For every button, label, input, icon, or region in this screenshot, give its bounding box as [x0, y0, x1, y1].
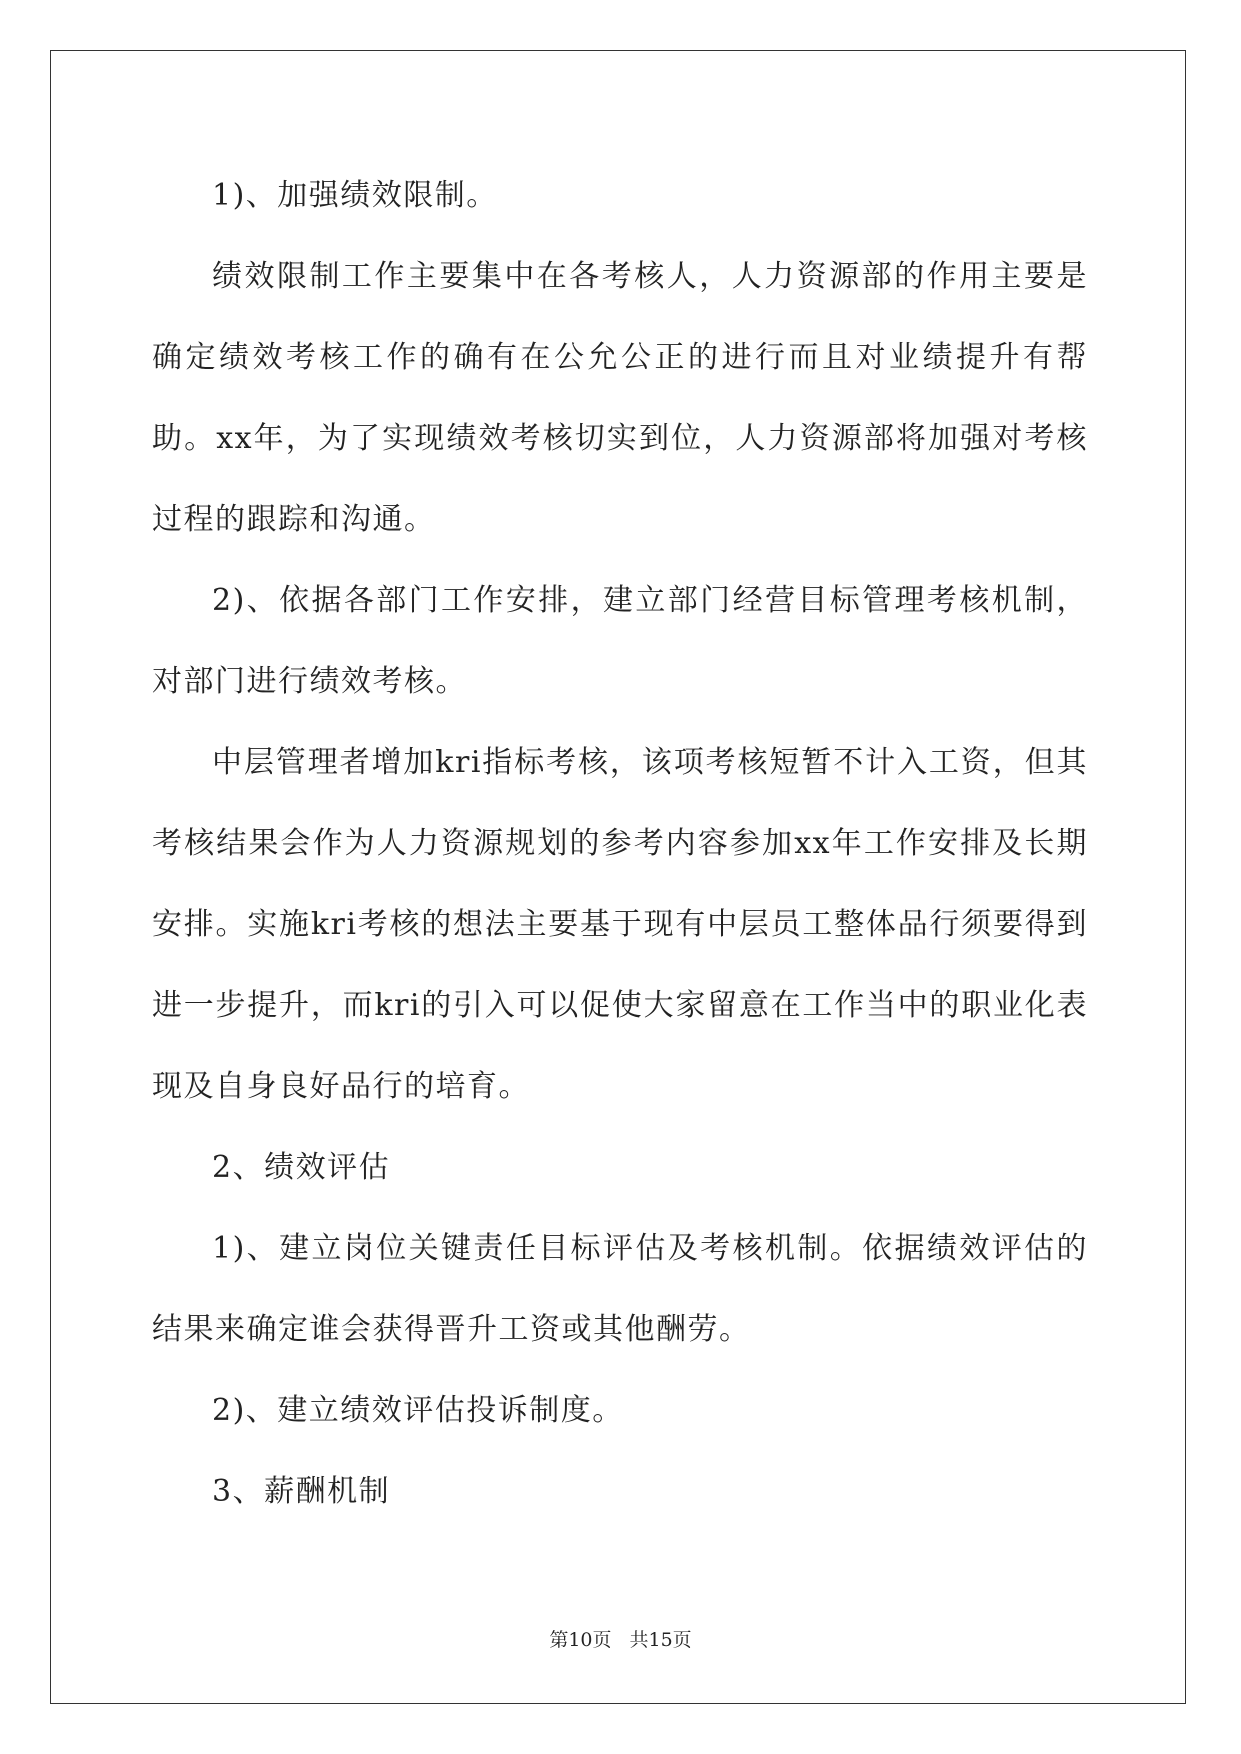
- document-body: [152, 155, 1088, 1532]
- paragraph-1: 1)、加强绩效限制。: [212, 178, 498, 213]
- section-heading-compensation: 3、薪酬机制: [212, 1474, 391, 1509]
- page-number: 第10页: [549, 1629, 612, 1651]
- page-total: 共15页: [629, 1629, 692, 1651]
- section-heading-performance-evaluation: 2、绩效评估: [212, 1150, 391, 1185]
- paragraph-2: 绩效限制工作主要集中在各考核人，人力资源部的作用主要是确定绩效考核工作的确有在公允公正的进行而且对业绩提升有帮助。xx年，为了实现绩效考核切实到位，人力资源部将加强对考核过程的跟踪和沟通。: [152, 259, 1088, 537]
- paragraph-4: 中层管理者增加kri指标考核，该项考核短暂不计入工资，但其考核结果会作为人力资源规划的参考内容参加xx年工作安排及长期安排。实施kri考核的想法主要基于现有中层员工整体品行须要得到进一步提升，而kri的引入可以促使大家留意在工作当中的职业化表现及自身良好品行的培育。: [152, 745, 1088, 1104]
- paragraph-5: 1)、建立岗位关键责任目标评估及考核机制。依据绩效评估的结果来确定谁会获得晋升工资或其他酬劳。: [152, 1231, 1088, 1347]
- paragraph-6: 2)、建立绩效评估投诉制度。: [212, 1393, 624, 1428]
- paragraph-3: 2)、依据各部门工作安排，建立部门经营目标管理考核机制，对部门进行绩效考核。: [152, 583, 1088, 699]
- page-footer: [0, 1625, 1241, 1652]
